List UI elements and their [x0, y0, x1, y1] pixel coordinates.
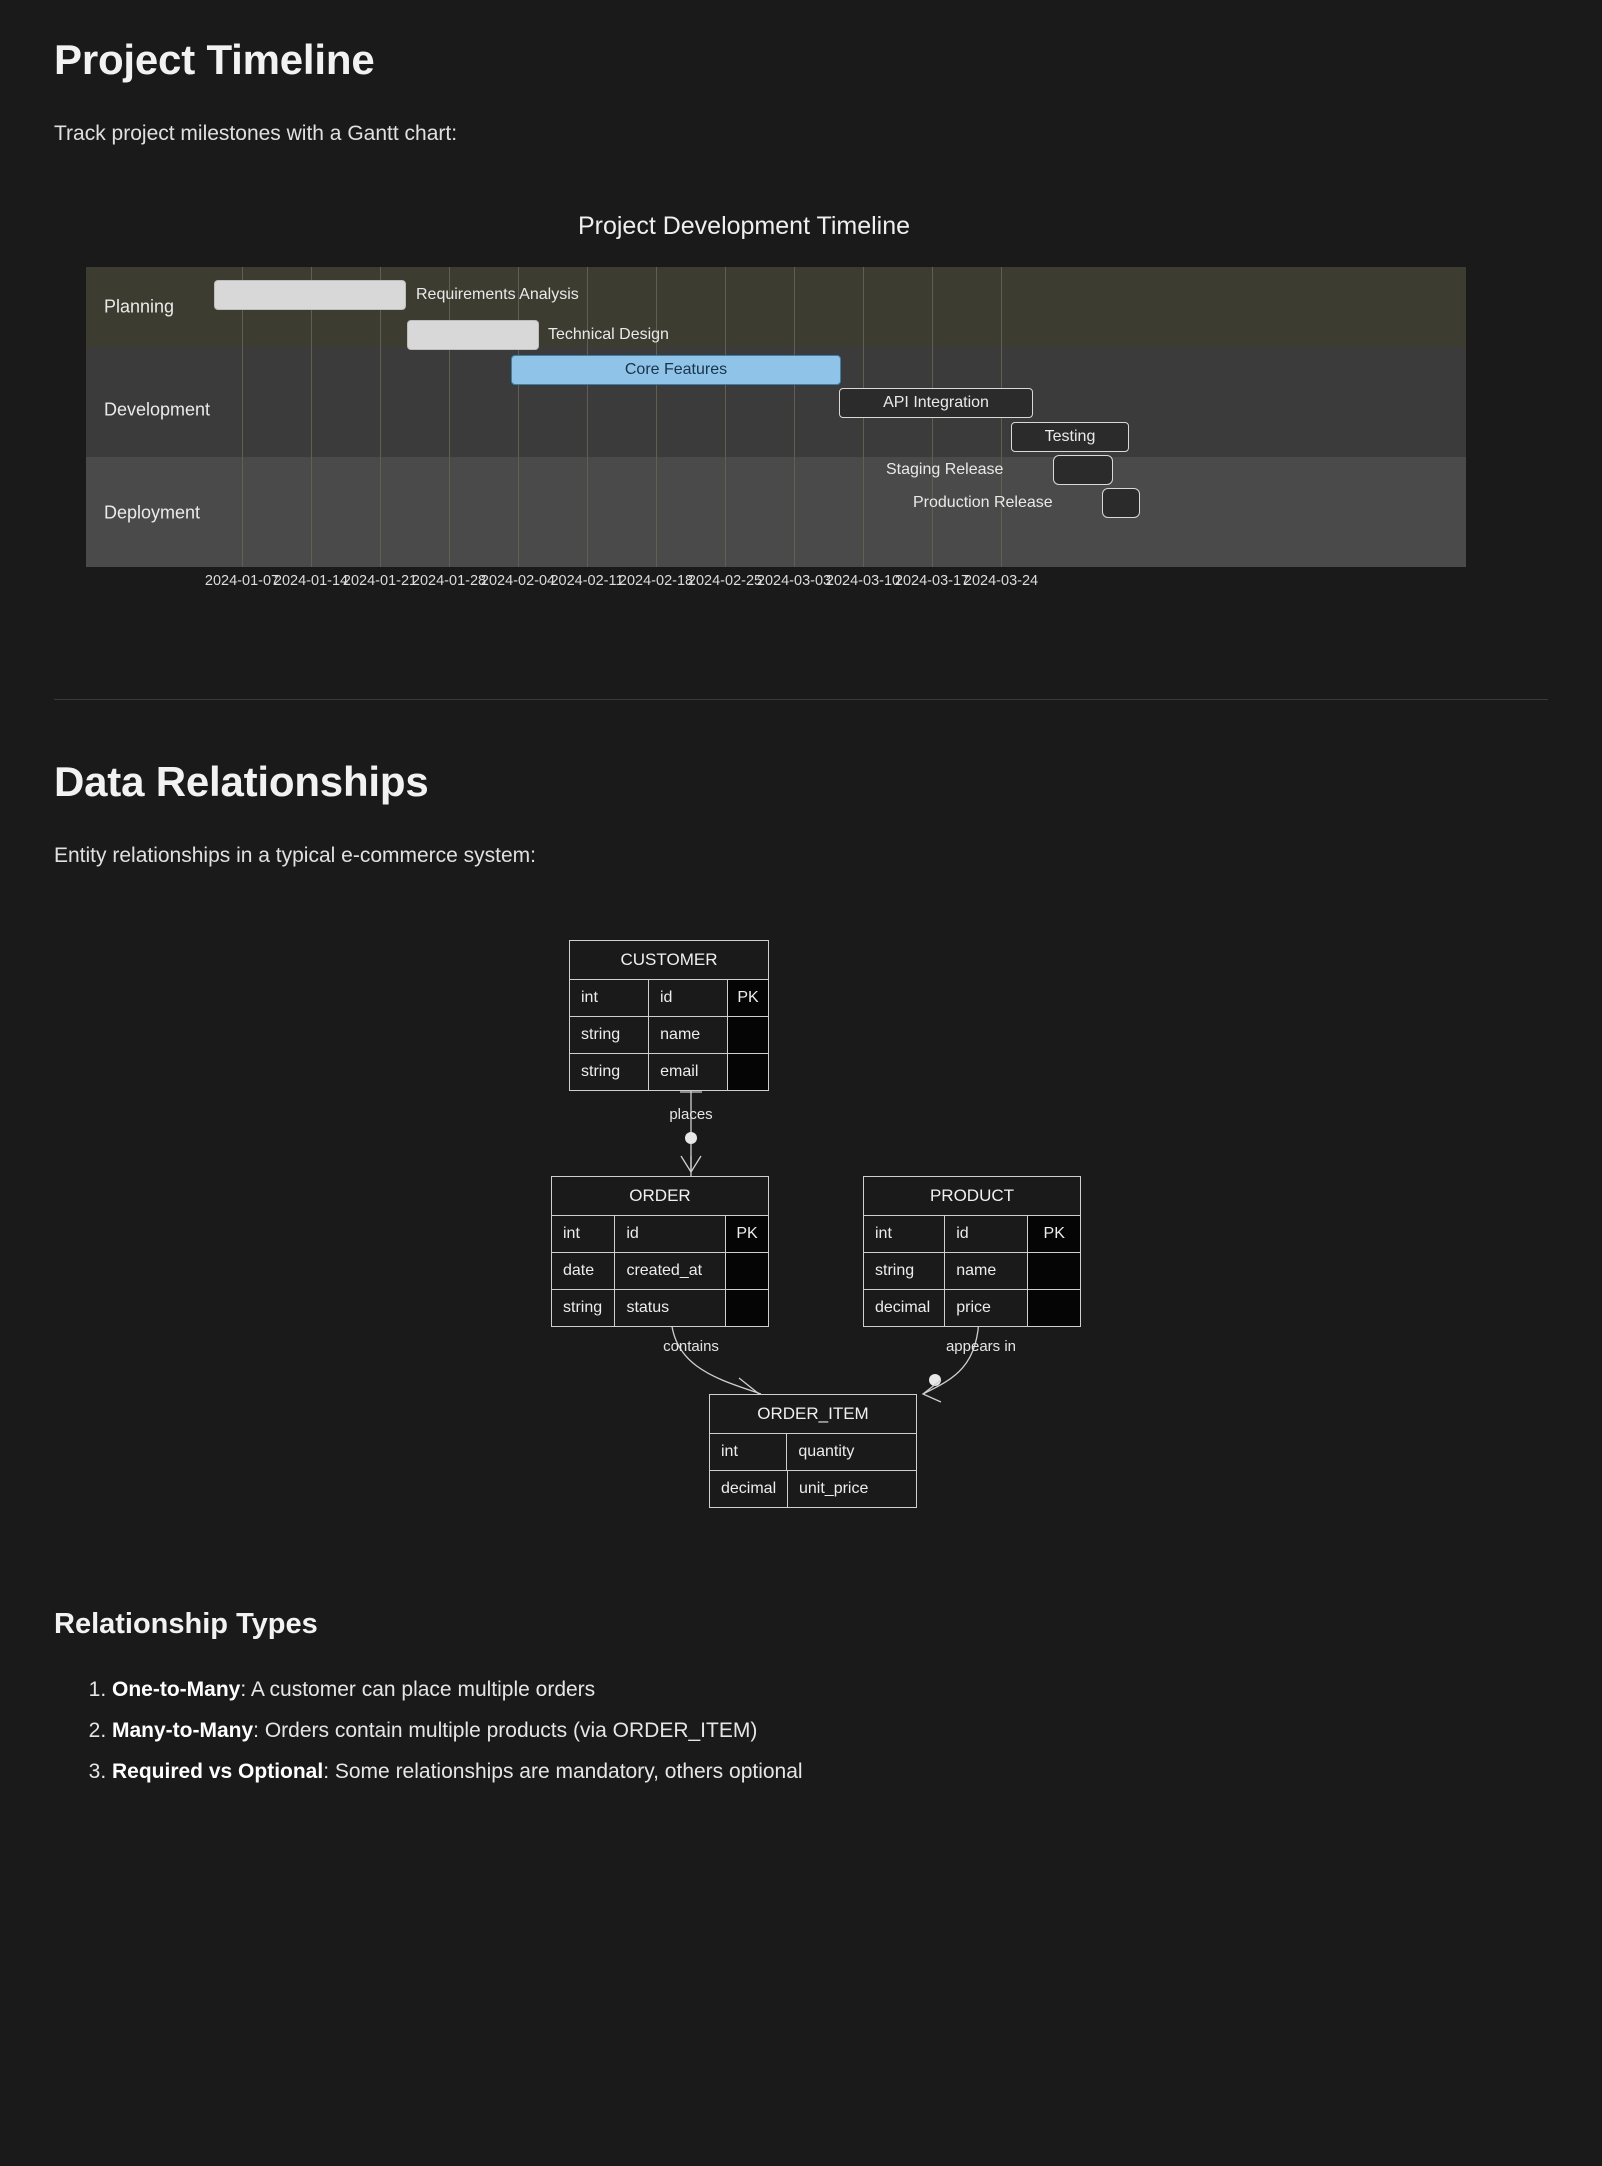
gantt-tick: 2024-01-28: [411, 573, 487, 589]
table-row: [552, 1253, 768, 1290]
entity-product[interactable]: [863, 1176, 1081, 1327]
relationship-types-title: Relationship Types: [54, 1608, 318, 1640]
gantt-milestone-production-release[interactable]: [1102, 488, 1140, 518]
entity-field: unit_price: [788, 1471, 916, 1507]
gantt-section-label-development: Development: [104, 399, 211, 420]
list-item-term: Required vs Optional: [112, 1760, 324, 1784]
gantt-gridline: [449, 267, 450, 567]
gantt-gridline: [311, 267, 312, 567]
gantt-tick: 2024-02-25: [687, 573, 763, 589]
entity-field: price: [945, 1290, 1028, 1326]
gantt-tick: 2024-01-21: [342, 573, 418, 589]
data-relationships-title: Data Relationships: [54, 758, 429, 805]
list-item-term: One-to-Many: [112, 1678, 241, 1701]
entity-field: quantity: [787, 1434, 916, 1470]
table-row: [864, 1290, 1080, 1326]
table-row: [710, 1471, 916, 1507]
entity-key: PK: [1028, 1216, 1080, 1252]
page-title: Project Timeline: [54, 36, 375, 83]
gantt-gridline: [242, 267, 243, 567]
entity-order-item[interactable]: [709, 1394, 917, 1508]
gantt-bar-testing[interactable]: Testing: [1011, 422, 1129, 452]
entity-title: PRODUCT: [864, 1177, 1080, 1216]
list-item: [112, 1714, 1548, 1748]
relationship-label-contains: contains: [663, 1338, 719, 1355]
entity-type: int: [570, 980, 649, 1016]
entity-key: [728, 1017, 768, 1053]
entity-type: int: [552, 1216, 615, 1252]
timeline-description: Track project milestones with a Gantt chart:: [54, 122, 458, 145]
gantt-tick: 2024-01-07: [204, 573, 280, 589]
entity-type: decimal: [710, 1471, 788, 1507]
gantt-tick: 2024-03-24: [963, 573, 1039, 589]
relationship-types-list: [54, 1673, 1548, 1789]
list-item-text: : A customer can place multiple orders: [240, 1678, 596, 1701]
list-item-term: Many-to-Many: [112, 1719, 254, 1743]
entity-type: int: [710, 1434, 787, 1470]
gantt-tick: 2024-03-03: [756, 573, 832, 589]
gantt-tick: 2024-03-10: [825, 573, 901, 589]
entity-type: string: [552, 1290, 615, 1326]
entity-type: decimal: [864, 1290, 945, 1326]
table-row: [864, 1216, 1080, 1253]
entity-type: string: [864, 1253, 945, 1289]
entity-title: ORDER: [552, 1177, 768, 1216]
gantt-bar-requirements-analysis[interactable]: [214, 280, 406, 310]
entity-customer[interactable]: [569, 940, 769, 1091]
er-diagram: [54, 928, 1548, 1548]
entity-field: id: [945, 1216, 1028, 1252]
entity-key: PK: [728, 980, 768, 1016]
table-row: [710, 1434, 916, 1471]
gantt-gridline: [656, 267, 657, 567]
gantt-label-requirements-analysis: Requirements Analysis: [416, 286, 579, 303]
gantt-tick: 2024-02-11: [550, 573, 624, 589]
entity-field: created_at: [615, 1253, 726, 1289]
entity-key: [726, 1253, 768, 1289]
gantt-tick: 2024-01-14: [273, 573, 349, 589]
gantt-label-staging-release: Staging Release: [886, 461, 1004, 478]
gantt-tick: 2024-02-18: [618, 573, 694, 589]
entity-field: id: [649, 980, 728, 1016]
entity-type: string: [570, 1017, 649, 1053]
entity-key: PK: [726, 1216, 768, 1252]
table-row: [552, 1216, 768, 1253]
list-item: [112, 1755, 1548, 1789]
section-divider: [54, 699, 1548, 700]
gantt-label-technical-design: Technical Design: [548, 326, 669, 343]
entity-key: [726, 1290, 768, 1326]
entity-type: int: [864, 1216, 945, 1252]
er-canvas: [251, 928, 1351, 1548]
entity-field: status: [615, 1290, 726, 1326]
gantt-gridline: [380, 267, 381, 567]
gantt-milestone-staging-release[interactable]: [1053, 455, 1113, 485]
gantt-bar-api-integration[interactable]: API Integration: [839, 388, 1033, 418]
gantt-bar-technical-design[interactable]: [407, 320, 539, 350]
entity-key: [1028, 1290, 1080, 1326]
gantt-gridline: [794, 267, 795, 567]
gantt-tick: 2024-03-17: [894, 573, 970, 589]
entity-key: [728, 1054, 768, 1090]
relationship-label-appears-in: appears in: [945, 1338, 1017, 1355]
gantt-section-label-deployment: Deployment: [104, 502, 201, 523]
relationship-label-places: places: [669, 1106, 713, 1123]
gantt-section-label-planning: Planning: [104, 296, 175, 317]
table-row: [570, 1054, 768, 1090]
gantt-title: Project Development Timeline: [577, 212, 911, 240]
gantt-body: [86, 267, 1466, 567]
gantt-section-bands: [86, 267, 1466, 567]
entity-order[interactable]: [551, 1176, 769, 1327]
entity-title: ORDER_ITEM: [710, 1395, 916, 1434]
gantt-band-deployment: [86, 457, 1466, 567]
gantt-label-production-release: Production Release: [913, 494, 1053, 511]
gantt-axis: [86, 573, 1466, 603]
table-row: [570, 980, 768, 1017]
list-item: [112, 1673, 1548, 1707]
list-item-text: : Some relationships are mandatory, others optional: [323, 1760, 803, 1784]
entity-key: [1028, 1253, 1080, 1289]
gantt-gridline: [587, 267, 588, 567]
entity-type: string: [570, 1054, 649, 1090]
entity-field: name: [945, 1253, 1028, 1289]
gantt-gridline: [518, 267, 519, 567]
list-item-text: : Orders contain multiple products (via ORDER_ITEM): [253, 1719, 758, 1743]
data-relationships-description: Entity relationships in a typical e-commerce system:: [54, 844, 537, 867]
entity-type: date: [552, 1253, 615, 1289]
table-row: [570, 1017, 768, 1054]
gantt-bar-core-features[interactable]: Core Features: [511, 355, 841, 385]
entity-field: id: [615, 1216, 726, 1252]
entity-title: CUSTOMER: [570, 941, 768, 980]
gantt-gridline: [725, 267, 726, 567]
gantt-tick: 2024-02-04: [480, 573, 556, 589]
table-row: [864, 1253, 1080, 1290]
entity-field: name: [649, 1017, 728, 1053]
entity-field: email: [649, 1054, 728, 1090]
table-row: [552, 1290, 768, 1326]
gantt-chart: [54, 212, 1434, 603]
